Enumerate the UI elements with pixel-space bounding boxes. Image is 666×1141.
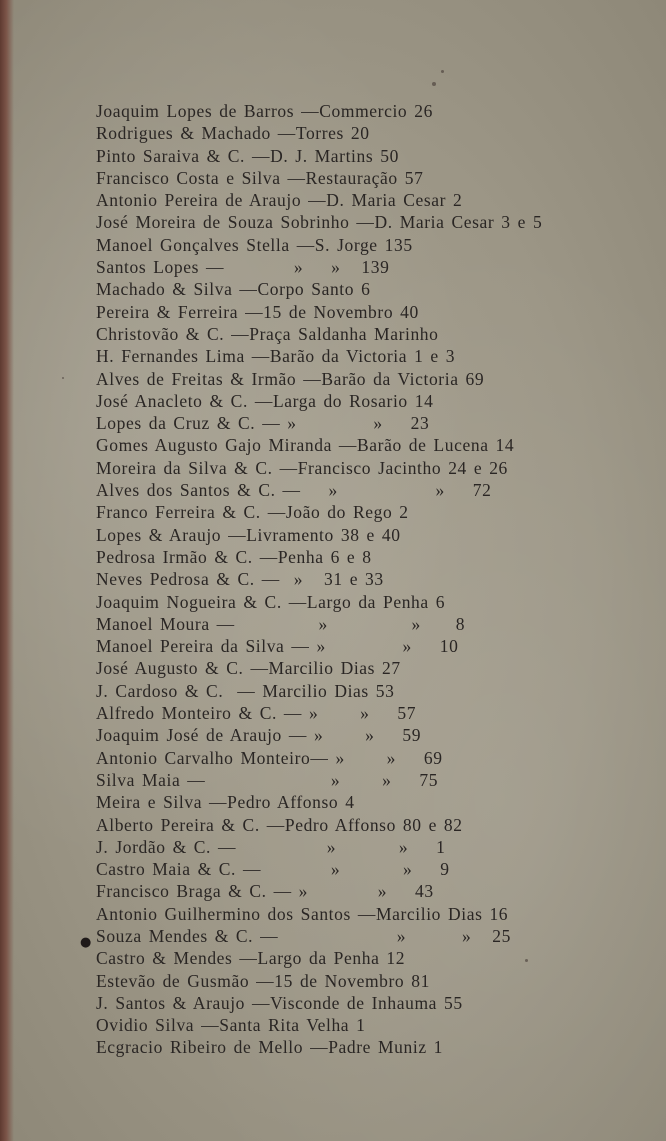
directory-entry: Manoel Moura — » » 8 bbox=[96, 613, 466, 634]
directory-entry: Ecgracio Ribeiro de Mello —Padre Muniz 1 bbox=[96, 1037, 444, 1058]
directory-entry: Antonio Carvalho Monteiro— » » 69 bbox=[96, 747, 443, 768]
directory-entry: Manoel Gonçalves Stella —S. Jorge 135 bbox=[96, 234, 413, 255]
directory-entry: Pereira & Ferreira —15 de Novembro 40 bbox=[96, 301, 419, 322]
directory-entry: Alberto Pereira & C. —Pedro Affonso 80 e 82 bbox=[96, 814, 463, 835]
directory-entry: Rodrigues & Machado —Torres 20 bbox=[96, 123, 370, 144]
ink-blot-marker: ● bbox=[80, 935, 92, 950]
directory-entry: Pinto Saraiva & C. —D. J. Martins 50 bbox=[96, 145, 399, 166]
directory-entry: Estevão de Gusmão —15 de Novembro 81 bbox=[96, 970, 430, 991]
directory-entry: Neves Pedrosa & C. — » 31 e 33 bbox=[96, 569, 384, 590]
directory-entry: Joaquim Nogueira & C. —Largo da Penha 6 bbox=[96, 591, 446, 612]
paper-speck bbox=[432, 82, 436, 86]
directory-entry: José Anacleto & C. —Larga do Rosario 14 bbox=[96, 390, 434, 411]
directory-entry: Souza Mendes & C. — » » 25 bbox=[96, 925, 511, 946]
directory-entry: Antonio Guilhermino dos Santos —Marcilio Dias 16 bbox=[96, 903, 509, 924]
directory-entry: Joaquim Lopes de Barros —Commercio 26 bbox=[96, 101, 433, 121]
directory-entry: Franco Ferreira & C. —João do Rego 2 bbox=[96, 502, 409, 523]
directory-entry: Francisco Costa e Silva —Restauração 57 bbox=[96, 167, 424, 188]
directory-entry: Castro Maia & C. — » » 9 bbox=[96, 859, 450, 880]
directory-entry: Pedrosa Irmão & C. —Penha 6 e 8 bbox=[96, 546, 372, 567]
directory-entry: J. Cardoso & C. — Marcilio Dias 53 bbox=[96, 680, 395, 701]
directory-entry: Gomes Augusto Gajo Miranda —Barão de Lucena 14 bbox=[96, 435, 515, 456]
directory-entry: J. Santos & Araujo —Visconde de Inhauma 55 bbox=[96, 992, 463, 1013]
directory-entry: Meira e Silva —Pedro Affonso 4 bbox=[96, 792, 355, 813]
directory-entry: José Augusto & C. —Marcilio Dias 27 bbox=[96, 658, 401, 679]
directory-entry: Silva Maia — » » 75 bbox=[96, 769, 439, 790]
directory-entry: Manoel Pereira da Silva — » » 10 bbox=[96, 636, 459, 657]
directory-entry: J. Jordão & C. — » » 1 bbox=[96, 836, 446, 857]
directory-entry: Joaquim José de Araujo — » » 59 bbox=[96, 725, 422, 746]
directory-entry: H. Fernandes Lima —Barão da Victoria 1 e 3 bbox=[96, 346, 456, 367]
directory-entry: Francisco Braga & C. — » » 43 bbox=[96, 881, 434, 902]
directory-entry: Antonio Pereira de Araujo —D. Maria Cesar 2 bbox=[96, 190, 463, 211]
directory-entry: José Moreira de Souza Sobrinho —D. Maria Cesar 3 e 5 bbox=[96, 212, 543, 233]
directory-entry: Machado & Silva —Corpo Santo 6 bbox=[96, 279, 371, 300]
directory-entry: Christovão & C. —Praça Saldanha Marinho bbox=[96, 323, 439, 344]
directory-entry: Ovidio Silva —Santa Rita Velha 1 bbox=[96, 1015, 366, 1036]
directory-entry: Alves de Freitas & Irmão —Barão da Victoria 69 bbox=[96, 368, 485, 389]
paper-speck bbox=[62, 377, 64, 379]
directory-entry: Moreira da Silva & C. —Francisco Jacintho 24 e 26 bbox=[96, 457, 508, 478]
directory-entry: Santos Lopes — » » 139 bbox=[96, 257, 390, 278]
directory-entry: Lopes & Araujo —Livramento 38 e 40 bbox=[96, 524, 401, 545]
directory-entry: Alfredo Monteiro & C. — » » 57 bbox=[96, 703, 417, 724]
directory-entry: Lopes da Cruz & C. — » » 23 bbox=[96, 413, 430, 434]
paper-speck bbox=[441, 70, 444, 73]
address-directory-list bbox=[96, 100, 636, 1059]
directory-entry: Castro & Mendes —Largo da Penha 12 bbox=[96, 948, 406, 969]
directory-entry: Alves dos Santos & C. — » » 72 bbox=[96, 480, 492, 501]
binding-edge bbox=[0, 0, 14, 1141]
